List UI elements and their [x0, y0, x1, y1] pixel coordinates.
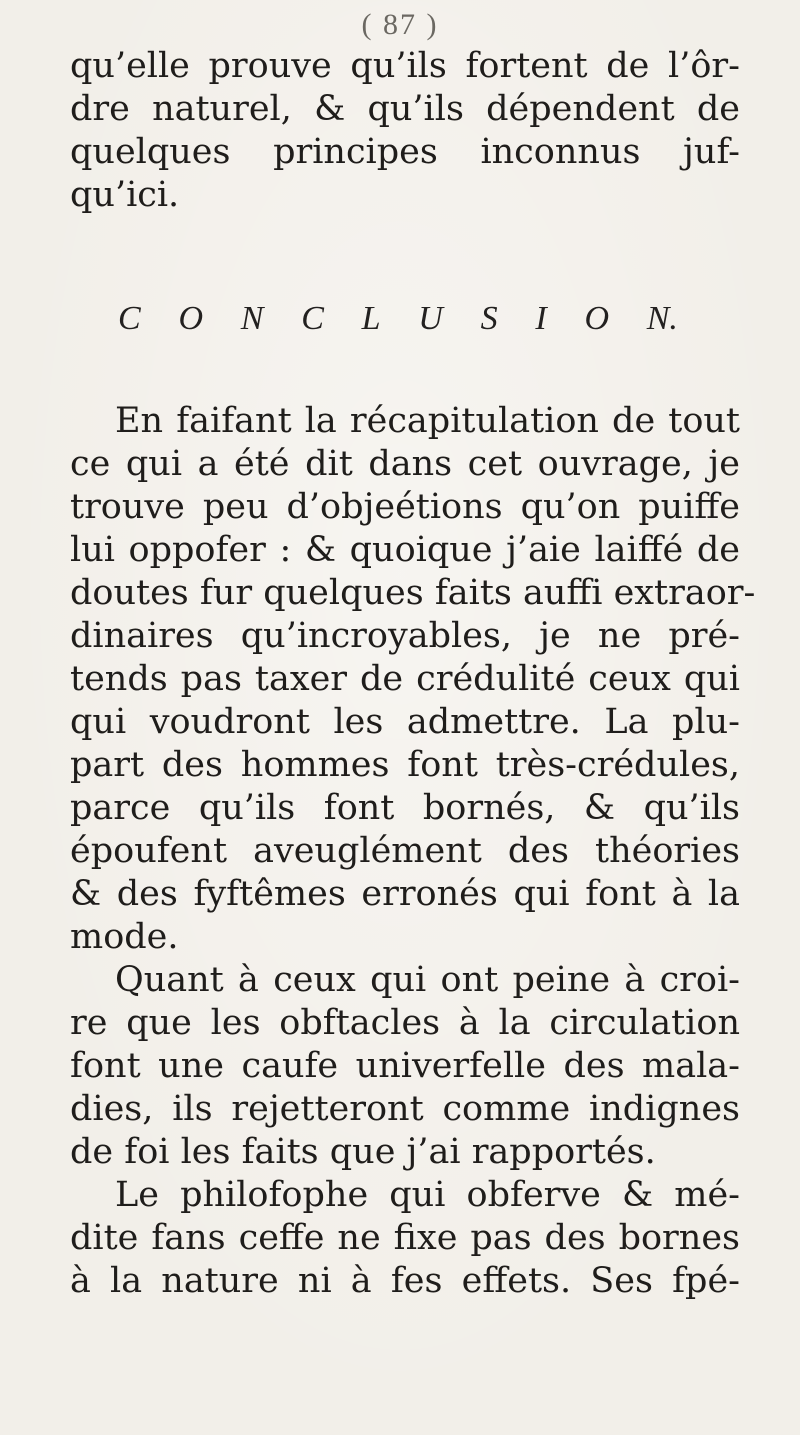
text-line: dies, ils rejetteront comme indignes: [70, 1089, 740, 1129]
text-line: qu’elle prouve qu’ils fortent de l’ôr-: [70, 46, 740, 86]
heading-letter: U: [418, 300, 443, 337]
text-line: époufent aveuglément des théories: [70, 831, 740, 871]
text-line: quelques principes inconnus juf-: [70, 132, 740, 172]
heading-letter: C: [118, 300, 141, 337]
text-line: de foi les faits que j’ai rapportés.: [70, 1132, 656, 1172]
heading-letter: I: [535, 300, 547, 337]
text-line: à la nature ni à fes effets. Ses fpé-: [70, 1261, 740, 1301]
text-line: mode.: [70, 917, 179, 957]
text-line: En faifant la récapitulation de tout: [115, 401, 740, 441]
text-line: trouve peu d’objeétions qu’on puiffe: [70, 487, 740, 527]
text-line: ce qui a été dit dans cet ouvrage, je: [70, 444, 740, 484]
section-heading: [118, 300, 678, 338]
text-line: parce qu’ils font bornés, & qu’ils: [70, 788, 740, 828]
text-line: qui voudront les admettre. La plu-: [70, 702, 740, 742]
text-line: dinaires qu’incroyables, je ne pré-: [70, 616, 740, 656]
text-line: re que les obftacles à la circulation: [70, 1003, 740, 1043]
heading-letter: L: [361, 300, 381, 337]
text-line: Quant à ceux qui ont peine à croi-: [115, 960, 740, 1000]
text-line: dite fans ceffe ne fixe pas des bornes: [70, 1218, 740, 1258]
page-number: ( 87 ): [361, 8, 439, 41]
heading-letter: N: [240, 300, 264, 337]
text-line: Le philofophe qui obferve & mé-: [115, 1175, 740, 1215]
text-line: font une caufe univerfelle des mala-: [70, 1046, 740, 1086]
heading-letter: O: [584, 300, 609, 337]
text-line: lui oppofer : & quoique j’aie laiffé de: [70, 530, 740, 570]
heading-letter: N.: [646, 300, 678, 337]
heading-letter: O: [178, 300, 203, 337]
text-line: dre naturel, & qu’ils dépendent de: [70, 89, 740, 129]
text-line: qu’ici.: [70, 175, 180, 215]
heading-letter: C: [301, 300, 324, 337]
text-line: part des hommes font très-crédules,: [70, 745, 740, 785]
heading-letter: S: [480, 300, 498, 337]
text-line: doutes fur quelques faits auffi extraor-: [70, 573, 756, 613]
text-line: tends pas taxer de crédulité ceux qui: [70, 659, 740, 699]
text-line: & des fyftêmes erronés qui font à la: [70, 874, 740, 914]
